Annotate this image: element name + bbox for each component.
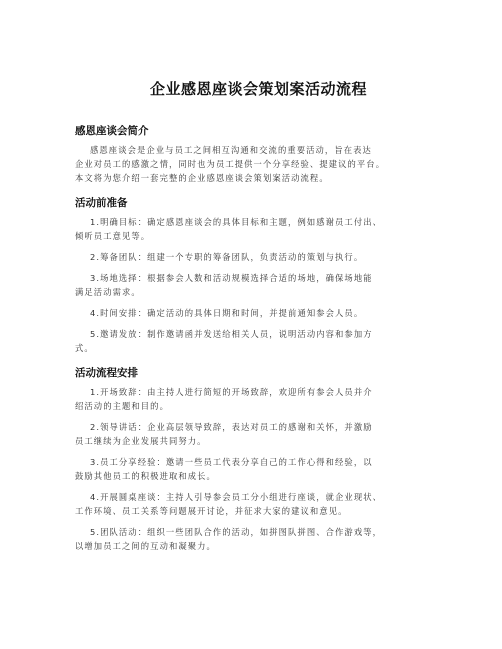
flow-item-roundtable (75, 490, 436, 518)
section-heading-flow: 活动流程安排 (75, 367, 138, 379)
item-line: 4.开展圆桌座谈：主持人引导参会员工分小组进行座谈，就企业现状、 (90, 492, 383, 502)
item-line: 以增加员工之间的互动和凝聚力。 (75, 541, 216, 551)
item-line: 式。 (75, 343, 94, 353)
item-line: 3.场地选择：根据参会人数和活动规模选择合适的场地，确保场地能 (90, 273, 373, 283)
intro-line: 企业对员工的感激之情，同时也为员工提供一个分享经验、提建议的平台。 (75, 159, 386, 169)
item-line: 3.员工分享经验：邀请一些员工代表分享自己的工作心得和经验，以 (90, 457, 373, 467)
item-line: 5.团队活动：组织一些团队合作的活动，如拼图队拼图、合作游戏等， (90, 527, 383, 537)
prep-item-venue (75, 271, 436, 299)
prep-item-team (75, 250, 436, 264)
intro-line: 感恩座谈会是企业与员工之间相互沟通和交流的重要活动，旨在表达 (90, 145, 372, 155)
item-line: 满足活动需求。 (75, 287, 141, 297)
flow-item-opening (75, 385, 436, 413)
item-line: 2.领导讲话：企业高层领导致辞，表达对员工的感谢和关怀，并激励 (90, 422, 373, 432)
item-line: 工作环境、员工关系等问题展开讨论，并征求大家的建议和意见。 (75, 506, 348, 516)
flow-item-team-activity (75, 525, 436, 553)
item-line: 鼓励其他员工的积极进取和成长。 (75, 471, 216, 481)
flow-item-leader-speech (75, 420, 436, 448)
prep-item-goal (75, 215, 436, 243)
flow-item-experience-sharing (75, 455, 436, 483)
section-heading-intro: 感恩座谈会简介 (75, 125, 149, 137)
item-line: 员工继续为企业发展共同努力。 (75, 436, 207, 446)
intro-line: 本文将为您介绍一套完整的企业感恩座谈会策划案活动流程。 (75, 173, 329, 183)
intro-paragraph (75, 143, 436, 185)
item-line: 1.开场致辞：由主持人进行简短的开场致辞，欢迎所有参会人员并介 (90, 387, 373, 397)
item-line: 2.筹备团队：组建一个专职的筹备团队，负责活动的策划与执行。 (90, 252, 364, 262)
item-line: 5.邀请发放：制作邀请函并发送给相关人员，说明活动内容和参加方 (90, 329, 373, 339)
prep-item-invitation (75, 327, 436, 355)
item-line: 1.明确目标：确定感恩座谈会的具体目标和主题，例如感谢员工付出、 (90, 217, 383, 227)
section-heading-prep: 活动前准备 (75, 197, 128, 209)
item-line: 倾听员工意见等。 (75, 231, 151, 241)
item-line: 4.时间安排：确定活动的具体日期和时间，并提前通知参会人员。 (90, 308, 364, 318)
item-line: 绍活动的主题和目的。 (75, 401, 169, 411)
prep-item-schedule (75, 306, 436, 320)
document-title: 企业感恩座谈会策划案活动流程 (149, 80, 367, 98)
